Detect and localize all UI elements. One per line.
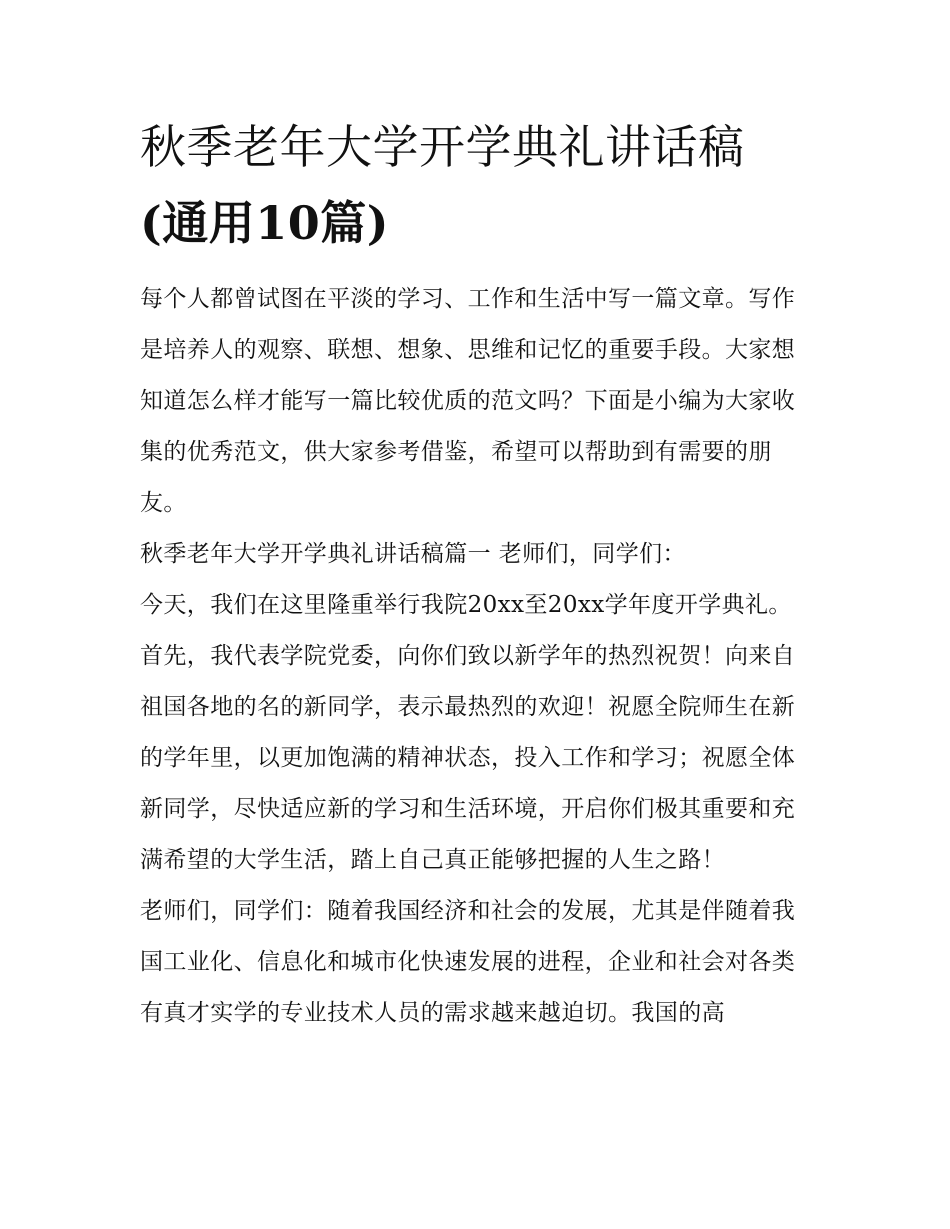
title-line-1: 秋季老年大学开学典礼讲话稿 xyxy=(140,120,745,174)
document-content xyxy=(140,118,815,1039)
paragraph-development: 老师们，同学们：随着我国经济和社会的发展，尤其是伴随着我国工业化、信息化和城市化快速发展的进程，企业和社会对各类有真才实学的专业技术人员的需求越来越迫切。我国的高 xyxy=(140,898,796,1026)
paragraph-welcome: 今天，我们在这里隆重举行我院20xx至20xx学年度开学典礼。首先，我代表学院党委，向你们致以新学年的热烈祝贺！向来自祖国各地的名的新同学，表示最热烈的欢迎！祝愿全院师生在新的学年里，以更加饱满的精神状态，投入工作和学习；祝愿全体新同学，尽快适应新的学习和生活环境，开启你们极其重要和充满希望的大学生活，踏上自己真正能够把握的人生之路！ xyxy=(140,592,796,873)
paragraph-section-heading: 秋季老年大学开学典礼讲话稿篇一 老师们，同学们： xyxy=(140,541,686,567)
paragraph-intro: 每个人都曾试图在平淡的学习、工作和生活中写一篇文章。写作是培养人的观察、联想、想象、思维和记忆的重要手段。大家想知道怎么样才能写一篇比较优质的范文吗？下面是小编为大家收集的优秀范文，供大家参考借鉴，希望可以帮助到有需要的朋友。 xyxy=(140,286,796,516)
title-line-2: (通用10篇) xyxy=(140,196,390,250)
document-title xyxy=(140,118,815,252)
document-body xyxy=(140,274,815,1039)
